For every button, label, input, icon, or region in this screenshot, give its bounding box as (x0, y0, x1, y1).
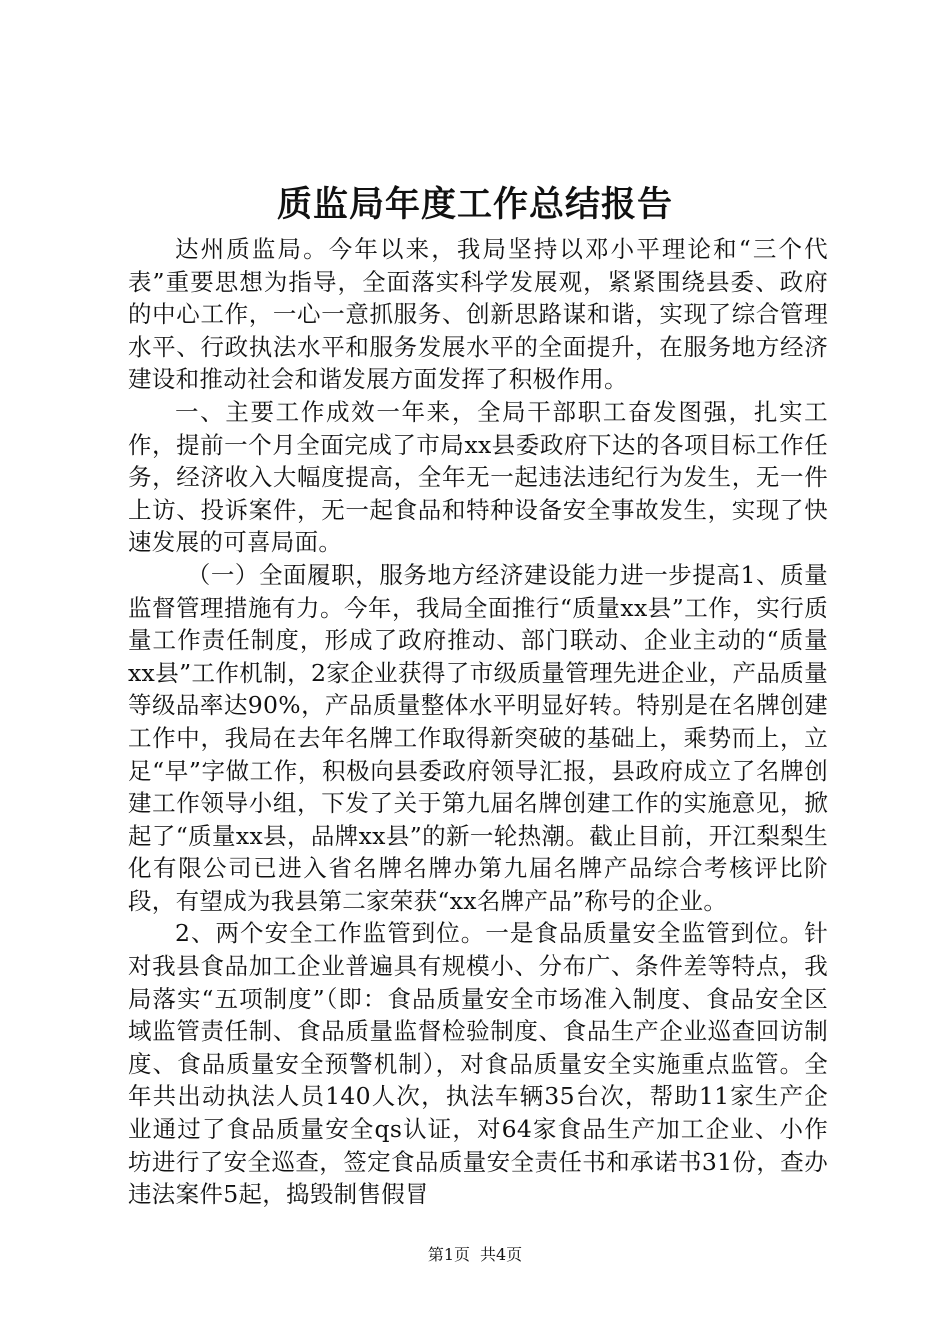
page-total: 共4页 (480, 1245, 523, 1264)
document-body (128, 233, 828, 1211)
page-footer (0, 1245, 950, 1265)
paragraph-main-achievements: 一、主要工作成效一年来，全局干部职工奋发图强，扎实工作，提前一个月全面完成了市局xx县委政府下达的各项目标工作任务，经济收入大幅度提高，全年无一起违法违纪行为发生，无一件上访、投诉案件，无一起食品和特种设备安全事故发生，实现了快速发展的可喜局面。 (128, 397, 828, 557)
paragraph-quality-supervision: （一）全面履职，服务地方经济建设能力进一步提高1、质量监督管理措施有力。今年，我局全面推行“质量xx县”工作，实行质量工作责任制度，形成了政府推动、部门联动、企业主动的“质量xx县”工作机制，2家企业获得了市级质量管理先进企业，产品质量等级品率达90%，产品质量整体水平明显好转。特别是在名牌创建工作中，我局在去年名牌工作取得新突破的基础上，乘势而上，立足“早”字做工作，积极向县委政府领导汇报，县政府成立了名牌创建工作领导小组，下发了关于第九届名牌创建工作的实施意见，掀起了“质量xx县，品牌xx县”的新一轮热潮。截止目前，开江梨梨生化有限公司已进入省名牌名牌办第九届名牌产品综合考核评比阶段，有望成为我县第二家荣获“xx名牌产品”称号的企业。 (128, 560, 828, 915)
paragraph-intro: 达州质监局。今年以来，我局坚持以邓小平理论和“三个代表”重要思想为指导，全面落实科学发展观，紧紧围绕县委、政府的中心工作，一心一意抓服务、创新思路谋和谐，实现了综合管理水平、行政执法水平和服务发展水平的全面提升，在服务地方经济建设和推动社会和谐发展方面发挥了积极作用。 (128, 235, 828, 394)
paragraph-safety-supervision: 2、两个安全工作监管到位。一是食品质量安全监管到位。针对我县食品加工企业普遍具有规模小、分布广、条件差等特点，我局落实“五项制度”（即：食品质量安全市场准入制度、食品安全区域监管责任制、食品质量监督检验制度、食品生产企业巡查回访制度、食品质量安全预警机制），对食品质量安全实施重点监管。全年共出动执法人员140人次，执法车辆35台次，帮助11家生产企业通过了食品质量安全qs认证，对64家食品生产加工企业、小作坊进行了安全巡查，签定食品质量安全责任书和承诺书31份，查办违法案件5起，捣毁制售假冒 (128, 919, 828, 1209)
page-number: 第1页 (427, 1245, 470, 1264)
document-title: 质监局年度工作总结报告 (276, 184, 673, 225)
